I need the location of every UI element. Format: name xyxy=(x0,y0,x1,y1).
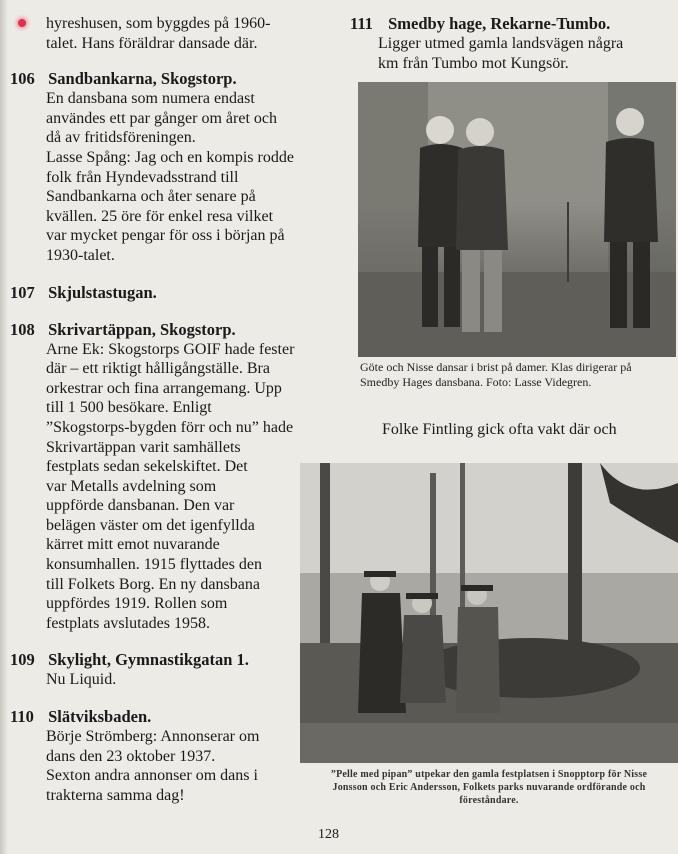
caption-line: Smedby Hages dansbana. Foto: Lasse Videgren. xyxy=(360,375,592,389)
text-line: belägen väster om det igenfyllda xyxy=(46,516,255,534)
photo-dancing-men xyxy=(358,82,676,357)
text-line: folk från Hyndevadsstrand till xyxy=(46,168,239,186)
text-line: Nu Liquid. xyxy=(46,671,117,689)
text-line: Sexton andra annonser om dans i xyxy=(46,767,258,785)
text-line: där – ett riktigt hålligångställe. Bra xyxy=(46,360,270,378)
entry-title xyxy=(350,14,670,34)
continuation-line: hyreshusen, som byggdes på 1960- xyxy=(46,14,330,34)
photo-dancing-men-illustration xyxy=(358,82,676,357)
text-line: Sandbankarna och åter senare på xyxy=(46,188,256,206)
text-line: kärret mitt emot nuvarande xyxy=(46,536,220,554)
entry-106 xyxy=(10,69,330,265)
entry-number: 111 xyxy=(350,14,373,33)
entry-number: 107 xyxy=(10,282,35,302)
text-line: trakterna samma dag! xyxy=(46,786,185,804)
entry-110 xyxy=(10,707,330,805)
entry-heading: Slätviksbaden. xyxy=(48,707,152,727)
entry-heading: Skrivartäppan, Skogstorp. xyxy=(48,319,236,339)
continued-text: Folke Fintling gick ofta vakt där och xyxy=(382,421,617,438)
entry-111 xyxy=(350,14,670,73)
entry-title xyxy=(10,69,330,89)
text-line: Börje Strömberg: Annonserar om xyxy=(46,728,260,746)
caption-line: Jonsson och Eric Andersson, Folkets parks nuvarande ordförande och xyxy=(332,782,646,793)
entry-107 xyxy=(10,283,330,303)
text-line: uppfördes 1919. Rollen som xyxy=(46,595,228,613)
text-line: konsumhallen. 1915 flyttades den xyxy=(46,556,262,574)
text-line: kvällen. 25 öre för enkel resa vilket xyxy=(46,207,274,225)
entry-body xyxy=(46,670,330,690)
text-line: Skrivartäppan varit samhällets xyxy=(46,438,241,456)
text-line: till Folkets Borg. En ny dansbana xyxy=(46,575,260,593)
highlight-dot-icon xyxy=(18,19,26,27)
page-gutter xyxy=(0,0,8,854)
photo1-caption xyxy=(360,360,678,390)
left-column xyxy=(10,14,330,822)
text-line: 1930-talet. xyxy=(46,246,115,264)
entry-title xyxy=(10,650,330,670)
entry-body xyxy=(46,727,330,805)
entry-heading: Skjulstastugan. xyxy=(48,282,157,302)
entry-body xyxy=(46,89,330,265)
text-line: festplats avslutades 1958. xyxy=(46,614,210,632)
photo-old-festplats-illustration xyxy=(300,463,678,763)
text-line: ”Skogstorps-bygden förr och nu” hade xyxy=(46,418,294,436)
entry-heading: Skylight, Gymnastikgatan 1. xyxy=(48,650,249,670)
entry-title xyxy=(10,283,330,303)
entry-continuation xyxy=(10,14,330,53)
right-column xyxy=(350,14,670,90)
entry-heading: Sandbankarna, Skogstorp. xyxy=(48,69,237,89)
text-line: En dansbana som numera endast xyxy=(46,90,255,108)
entry-body xyxy=(46,340,330,634)
continuation-line: talet. Hans föräldrar dansade där. xyxy=(46,34,258,52)
text-line: till 1 500 besökare. Enligt xyxy=(46,399,212,417)
entry-109 xyxy=(10,650,330,690)
entry-108 xyxy=(10,320,330,634)
text-line: orkestrar och fina arrangemang. Upp xyxy=(46,379,282,397)
photo-old-festplats xyxy=(300,463,678,763)
text-line: var mycket pengar för oss i början på xyxy=(46,227,285,245)
entry-title xyxy=(10,320,330,340)
caption-line: föreståndare. xyxy=(459,795,519,806)
page-number: 128 xyxy=(318,827,339,842)
text-line: Arne Ek: Skogstorps GOIF hade fester xyxy=(46,340,295,358)
entry-heading: Smedby hage, Rekarne-Tumbo. xyxy=(388,14,611,33)
text-line: dans den 23 oktober 1937. xyxy=(46,747,216,765)
text-line: användes ett par gånger om året och xyxy=(46,109,278,127)
entry-number: 108 xyxy=(10,319,35,339)
entry-number: 109 xyxy=(10,650,35,670)
text-line: uppförde dansbanan. Den var xyxy=(46,497,235,515)
caption-line: Göte och Nisse dansar i brist på damer. Klas dirigerar på xyxy=(360,360,632,374)
text-line: då av fritidsföreningen. xyxy=(46,129,196,147)
entry-number: 110 xyxy=(10,707,34,727)
text-line: Ligger utmed gamla landsvägen några xyxy=(378,35,624,52)
entry-title xyxy=(10,707,330,727)
text-line: km från Tumbo mot Kungsör. xyxy=(378,54,569,72)
entry-number: 106 xyxy=(10,69,35,89)
photo2-caption xyxy=(302,768,676,807)
text-line: festplats sedan sekelskiftet. Det xyxy=(46,458,248,476)
caption-line: ”Pelle med pipan” utpekar den gamla festplatsen i Snopptorp för Nisse xyxy=(330,769,648,780)
text-line: var Metalls avdelning som xyxy=(46,477,217,495)
text-line: Lasse Spång: Jag och en kompis rodde xyxy=(46,148,294,166)
entry-body xyxy=(378,34,670,73)
